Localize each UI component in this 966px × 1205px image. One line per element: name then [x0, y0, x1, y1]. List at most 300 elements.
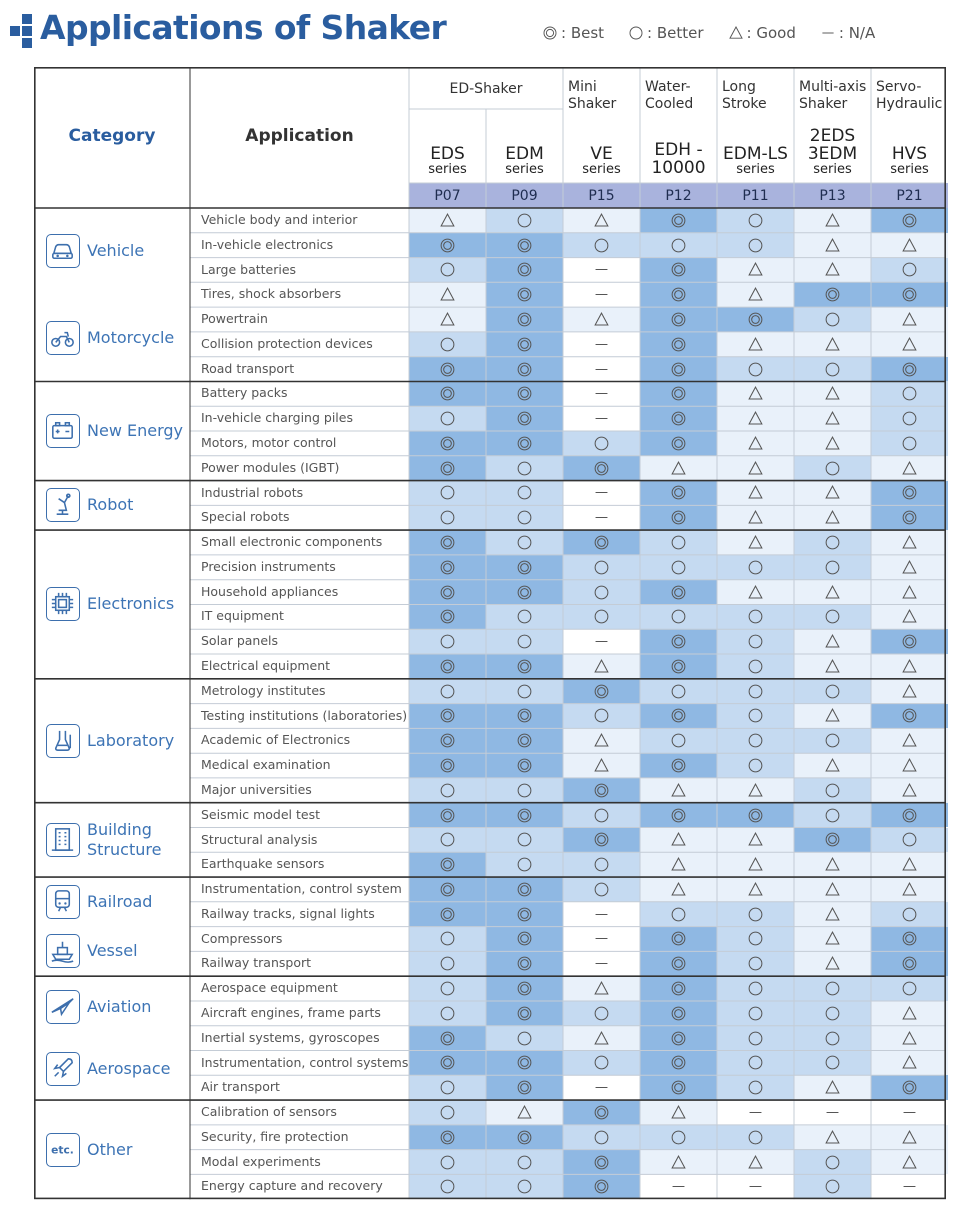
rating-cell	[409, 505, 486, 530]
good-rating-icon	[901, 534, 918, 551]
good-rating-icon	[824, 955, 841, 972]
best-rating-icon	[439, 757, 456, 774]
rating-cell	[640, 555, 717, 580]
better-rating-icon	[439, 1005, 456, 1022]
rating-cell	[486, 976, 563, 1001]
rating-cell	[640, 803, 717, 828]
rating-cell	[486, 258, 563, 283]
car-icon	[46, 234, 80, 268]
rating-cell	[794, 704, 871, 729]
better-rating-icon	[824, 559, 841, 576]
best-rating-icon	[670, 261, 687, 278]
rating-cell	[717, 852, 794, 877]
good-rating-icon	[670, 881, 687, 898]
rating-cell	[486, 803, 563, 828]
application-name: Instrumentation, control system	[201, 881, 402, 897]
best-rating-icon	[593, 460, 610, 477]
better-rating-icon	[824, 807, 841, 824]
rating-cell	[794, 951, 871, 976]
train-icon	[46, 885, 80, 919]
best-rating-icon	[824, 831, 841, 848]
best-rating-icon	[439, 608, 456, 625]
rating-cell	[563, 629, 640, 654]
best-rating-icon	[901, 707, 918, 724]
better-rating-icon	[670, 732, 687, 749]
better-rating-icon	[824, 608, 841, 625]
rating-cell	[717, 704, 794, 729]
good-rating-icon	[593, 757, 610, 774]
good-rating-icon	[824, 410, 841, 427]
better-rating-icon	[439, 930, 456, 947]
best-rating-icon	[901, 361, 918, 378]
rating-cell	[563, 852, 640, 877]
rating-cell	[563, 951, 640, 976]
rating-cell	[409, 307, 486, 332]
rating-cell	[640, 580, 717, 605]
rating-cell	[486, 877, 563, 902]
rating-cell	[563, 604, 640, 629]
better-rating-icon	[901, 435, 918, 452]
better-rating-icon	[747, 906, 764, 923]
better-rating-icon	[670, 237, 687, 254]
rating-cell	[871, 1026, 948, 1051]
rating-cell	[563, 778, 640, 803]
best-rating-icon	[670, 807, 687, 824]
rating-cell	[563, 753, 640, 778]
rating-cell	[640, 852, 717, 877]
rating-cell	[794, 1150, 871, 1175]
rating-cell	[563, 208, 640, 233]
rating-cell	[640, 1001, 717, 1026]
better-rating-icon	[593, 1054, 610, 1071]
best-rating-icon	[516, 980, 533, 997]
rating-cell	[486, 1125, 563, 1150]
best-rating-icon	[670, 633, 687, 650]
application-name: Small electronic components	[201, 534, 383, 550]
rating-cell	[794, 456, 871, 481]
better-rating-icon	[670, 683, 687, 700]
better-rating-icon	[593, 1129, 610, 1146]
rating-cell	[563, 307, 640, 332]
rating-cell	[717, 902, 794, 927]
good-rating-icon	[747, 881, 764, 898]
rating-cell	[871, 1100, 948, 1125]
best-rating-icon	[901, 807, 918, 824]
better-rating-icon	[747, 1129, 764, 1146]
category-label: Vehicle	[87, 241, 145, 261]
na-rating-icon	[593, 930, 610, 947]
ship-icon	[46, 934, 80, 968]
good-rating-icon	[824, 509, 841, 526]
best-rating-icon	[901, 509, 918, 526]
best-rating-icon	[670, 385, 687, 402]
rating-cell	[486, 927, 563, 952]
rating-cell	[717, 877, 794, 902]
application-header-cell	[190, 67, 409, 208]
good-rating-icon	[747, 484, 764, 501]
best-rating-icon	[439, 237, 456, 254]
rating-cell	[640, 307, 717, 332]
better-rating-icon	[439, 683, 456, 700]
rating-cell	[717, 580, 794, 605]
rating-cell	[486, 456, 563, 481]
na-rating-icon	[593, 286, 610, 303]
rating-cell	[794, 505, 871, 530]
rating-cell	[486, 1174, 563, 1199]
best-rating-icon	[670, 435, 687, 452]
rating-cell	[640, 406, 717, 431]
application-name: Aircraft engines, frame parts	[201, 1004, 381, 1020]
rating-cell	[794, 357, 871, 382]
better-rating-icon	[670, 906, 687, 923]
page-header	[0, 0, 966, 66]
category-label: Laboratory	[87, 730, 175, 750]
application-name: Battery packs	[201, 385, 288, 401]
better-rating-icon	[439, 782, 456, 799]
model-series-label-0: series	[428, 162, 467, 177]
application-name: Power modules (IGBT)	[201, 459, 340, 475]
best-rating-icon	[516, 336, 533, 353]
best-rating-icon	[516, 955, 533, 972]
rating-cell	[486, 357, 563, 382]
application-name: Household appliances	[201, 583, 339, 599]
best-rating-icon	[516, 1129, 533, 1146]
best-rating-icon	[516, 881, 533, 898]
model-name-6: HVS	[891, 144, 928, 164]
good-rating-icon	[824, 930, 841, 947]
application-name: Earthquake sensors	[201, 856, 325, 872]
better-rating-icon	[516, 460, 533, 477]
rating-cell	[717, 208, 794, 233]
rating-cell	[563, 431, 640, 456]
good-rating-icon	[901, 336, 918, 353]
best-rating-icon	[901, 484, 918, 501]
best-rating-icon	[670, 1030, 687, 1047]
group-header-1: Mini Shaker	[568, 79, 617, 112]
better-rating-icon	[593, 807, 610, 824]
rating-cell	[563, 728, 640, 753]
model-header-5	[794, 127, 871, 177]
good-rating-icon	[824, 658, 841, 675]
rating-cell	[563, 1001, 640, 1026]
rating-cell	[871, 778, 948, 803]
better-rating-icon	[439, 484, 456, 501]
rating-cell	[409, 951, 486, 976]
battery-icon	[46, 414, 80, 448]
application-name: Railway transport	[201, 955, 312, 971]
rating-cell	[794, 555, 871, 580]
better-rating-icon	[516, 509, 533, 526]
application-name: Collision protection devices	[201, 335, 373, 351]
rating-cell	[486, 1001, 563, 1026]
good-rating-icon	[747, 385, 764, 402]
rating-cell	[717, 629, 794, 654]
better-rating-icon	[516, 856, 533, 873]
rating-cell	[717, 728, 794, 753]
rating-cell	[794, 976, 871, 1001]
rating-cell	[640, 1075, 717, 1100]
rating-cell	[717, 1100, 794, 1125]
rating-cell	[563, 406, 640, 431]
best-rating-icon	[747, 311, 764, 328]
better-rating-icon	[824, 1154, 841, 1171]
rating-cell	[794, 1075, 871, 1100]
legend-item-na	[820, 24, 875, 42]
best-rating-icon	[516, 757, 533, 774]
rating-cell	[717, 1174, 794, 1199]
better-rating-icon	[670, 534, 687, 551]
legend-item-better	[628, 24, 704, 42]
better-rating-icon	[516, 633, 533, 650]
best-rating-icon	[670, 1005, 687, 1022]
rating-cell	[871, 258, 948, 283]
rating-cell	[717, 456, 794, 481]
better-rating-icon	[824, 311, 841, 328]
rating-cell	[486, 580, 563, 605]
good-rating-icon	[593, 980, 610, 997]
rating-cell	[717, 1001, 794, 1026]
best-rating-icon	[439, 906, 456, 923]
application-name: Air transport	[201, 1079, 280, 1095]
rating-cell	[563, 282, 640, 307]
best-rating-icon	[439, 1030, 456, 1047]
svg-text:etc.: etc.	[51, 1143, 74, 1156]
rating-cell	[640, 604, 717, 629]
best-rating-icon	[670, 757, 687, 774]
best-rating-icon	[670, 980, 687, 997]
good-rating-icon	[824, 757, 841, 774]
good-rating-icon	[824, 881, 841, 898]
application-name: Major universities	[201, 781, 312, 797]
better-rating-icon	[747, 955, 764, 972]
rating-cell	[563, 902, 640, 927]
best-rating-icon	[593, 683, 610, 700]
rating-cell	[717, 381, 794, 406]
better-rating-icon	[439, 261, 456, 278]
good-rating-icon	[901, 658, 918, 675]
rating-cell	[871, 1174, 948, 1199]
good-rating-icon	[670, 460, 687, 477]
rating-cell	[871, 803, 948, 828]
legend-better-symbol-icon	[628, 25, 647, 41]
model-name-4: EDM-LS	[723, 144, 788, 164]
category-label: Motorcycle	[87, 328, 175, 348]
rating-cell	[717, 778, 794, 803]
better-rating-icon	[593, 881, 610, 898]
better-rating-icon	[593, 608, 610, 625]
na-rating-icon	[593, 509, 610, 526]
rating-cell	[871, 208, 948, 233]
good-rating-icon	[824, 336, 841, 353]
page-title: Applications of Shaker	[40, 8, 447, 47]
category-label: Robot	[87, 495, 134, 515]
rating-cell	[563, 828, 640, 853]
good-rating-icon	[747, 534, 764, 551]
rating-cell	[871, 1001, 948, 1026]
application-name: Security, fire protection	[201, 1128, 349, 1144]
best-rating-icon	[901, 1079, 918, 1096]
good-rating-icon	[670, 782, 687, 799]
rating-cell	[486, 555, 563, 580]
rating-cell	[717, 357, 794, 382]
best-rating-icon	[516, 261, 533, 278]
good-rating-icon	[824, 212, 841, 229]
better-rating-icon	[747, 683, 764, 700]
application-name: Compressors	[201, 930, 283, 946]
category-label: Electronics	[87, 594, 175, 614]
model-series-label-5: series	[813, 162, 852, 177]
rating-cell	[409, 332, 486, 357]
legend-good-label: : Good	[746, 24, 796, 42]
rating-cell	[794, 282, 871, 307]
good-rating-icon	[901, 856, 918, 873]
good-rating-icon	[747, 435, 764, 452]
na-rating-icon	[593, 385, 610, 402]
rating-cell	[871, 307, 948, 332]
legend-best-symbol-icon	[542, 25, 561, 41]
rating-cell	[409, 258, 486, 283]
rating-cell	[486, 604, 563, 629]
category-label: Vessel	[87, 941, 138, 961]
best-rating-icon	[516, 1054, 533, 1071]
rating-cell	[640, 1150, 717, 1175]
rating-cell	[486, 431, 563, 456]
building-icon	[46, 823, 80, 857]
model-header-2	[563, 145, 640, 177]
rating-cell	[486, 481, 563, 506]
better-rating-icon	[747, 212, 764, 229]
rating-cell	[871, 233, 948, 258]
rating-cell	[717, 654, 794, 679]
legend-item-good	[728, 24, 796, 42]
rating-cell	[871, 654, 948, 679]
model-header-3	[640, 141, 717, 177]
rating-cell	[486, 753, 563, 778]
good-rating-icon	[593, 311, 610, 328]
page-ref-6: P21	[871, 183, 948, 208]
page-ref-2: P15	[563, 183, 640, 208]
group-header-2: Water- Cooled	[645, 79, 694, 112]
model-header-1	[486, 145, 563, 177]
rating-cell	[794, 927, 871, 952]
na-rating-icon	[593, 484, 610, 501]
rating-cell	[640, 877, 717, 902]
application-name: Railway tracks, signal lights	[201, 905, 375, 921]
best-rating-icon	[439, 534, 456, 551]
rating-cell	[640, 1100, 717, 1125]
group-header-5: Servo- Hydraulic	[876, 79, 943, 112]
rating-cell	[717, 332, 794, 357]
rating-cell	[871, 505, 948, 530]
rating-cell	[640, 1125, 717, 1150]
rating-cell	[486, 778, 563, 803]
rating-cell	[871, 456, 948, 481]
category-column-header: Category	[68, 126, 156, 146]
good-rating-icon	[901, 1129, 918, 1146]
rating-cell	[717, 753, 794, 778]
rating-cell	[640, 778, 717, 803]
rating-cell	[717, 555, 794, 580]
rating-cell	[563, 505, 640, 530]
etc-icon	[46, 1133, 80, 1167]
rating-cell	[640, 282, 717, 307]
best-rating-icon	[516, 559, 533, 576]
rating-cell	[871, 580, 948, 605]
best-rating-icon	[439, 707, 456, 724]
rating-cell	[409, 406, 486, 431]
better-rating-icon	[747, 361, 764, 378]
rating-cell	[871, 1125, 948, 1150]
rating-cell	[563, 580, 640, 605]
rating-cell	[563, 1051, 640, 1076]
better-rating-icon	[593, 435, 610, 452]
better-rating-icon	[439, 509, 456, 526]
airplane-icon	[46, 990, 80, 1024]
best-rating-icon	[670, 410, 687, 427]
good-rating-icon	[901, 460, 918, 477]
best-rating-icon	[439, 807, 456, 824]
best-rating-icon	[516, 930, 533, 947]
rating-cell	[563, 530, 640, 555]
best-rating-icon	[516, 311, 533, 328]
rating-cell	[794, 778, 871, 803]
rating-cell	[871, 753, 948, 778]
good-rating-icon	[747, 782, 764, 799]
rating-cell	[486, 629, 563, 654]
model-header-4	[717, 145, 794, 177]
rating-cell	[486, 1051, 563, 1076]
rating-cell	[794, 1051, 871, 1076]
rating-cell	[486, 951, 563, 976]
best-rating-icon	[593, 1178, 610, 1195]
best-rating-icon	[516, 385, 533, 402]
good-rating-icon	[593, 212, 610, 229]
application-name: Tires, shock absorbers	[201, 286, 342, 302]
rating-cell	[409, 828, 486, 853]
good-rating-icon	[824, 856, 841, 873]
rating-cell	[486, 1026, 563, 1051]
application-name: In-vehicle charging piles	[201, 410, 353, 426]
rating-cell	[409, 753, 486, 778]
rating-cell	[794, 1125, 871, 1150]
rating-cell	[717, 233, 794, 258]
rating-cell	[486, 679, 563, 704]
rating-cell	[409, 1174, 486, 1199]
na-rating-icon	[747, 1104, 764, 1121]
best-rating-icon	[593, 534, 610, 551]
application-name: Energy capture and recovery	[201, 1178, 383, 1194]
application-name: Testing institutions (laboratories)	[201, 707, 408, 723]
rating-cell	[640, 431, 717, 456]
rating-cell	[717, 1026, 794, 1051]
best-rating-icon	[516, 237, 533, 254]
group-header-4: Multi-axis Shaker	[799, 79, 867, 112]
rating-cell	[871, 357, 948, 382]
better-rating-icon	[516, 608, 533, 625]
rating-cell	[871, 481, 948, 506]
rating-cell	[871, 406, 948, 431]
rating-cell	[409, 1075, 486, 1100]
good-rating-icon	[747, 460, 764, 477]
good-rating-icon	[824, 707, 841, 724]
na-rating-icon	[593, 336, 610, 353]
better-rating-icon	[824, 683, 841, 700]
category-label: Other	[87, 1139, 133, 1159]
na-rating-icon	[593, 261, 610, 278]
better-rating-icon	[439, 633, 456, 650]
better-rating-icon	[439, 336, 456, 353]
rating-cell	[794, 307, 871, 332]
